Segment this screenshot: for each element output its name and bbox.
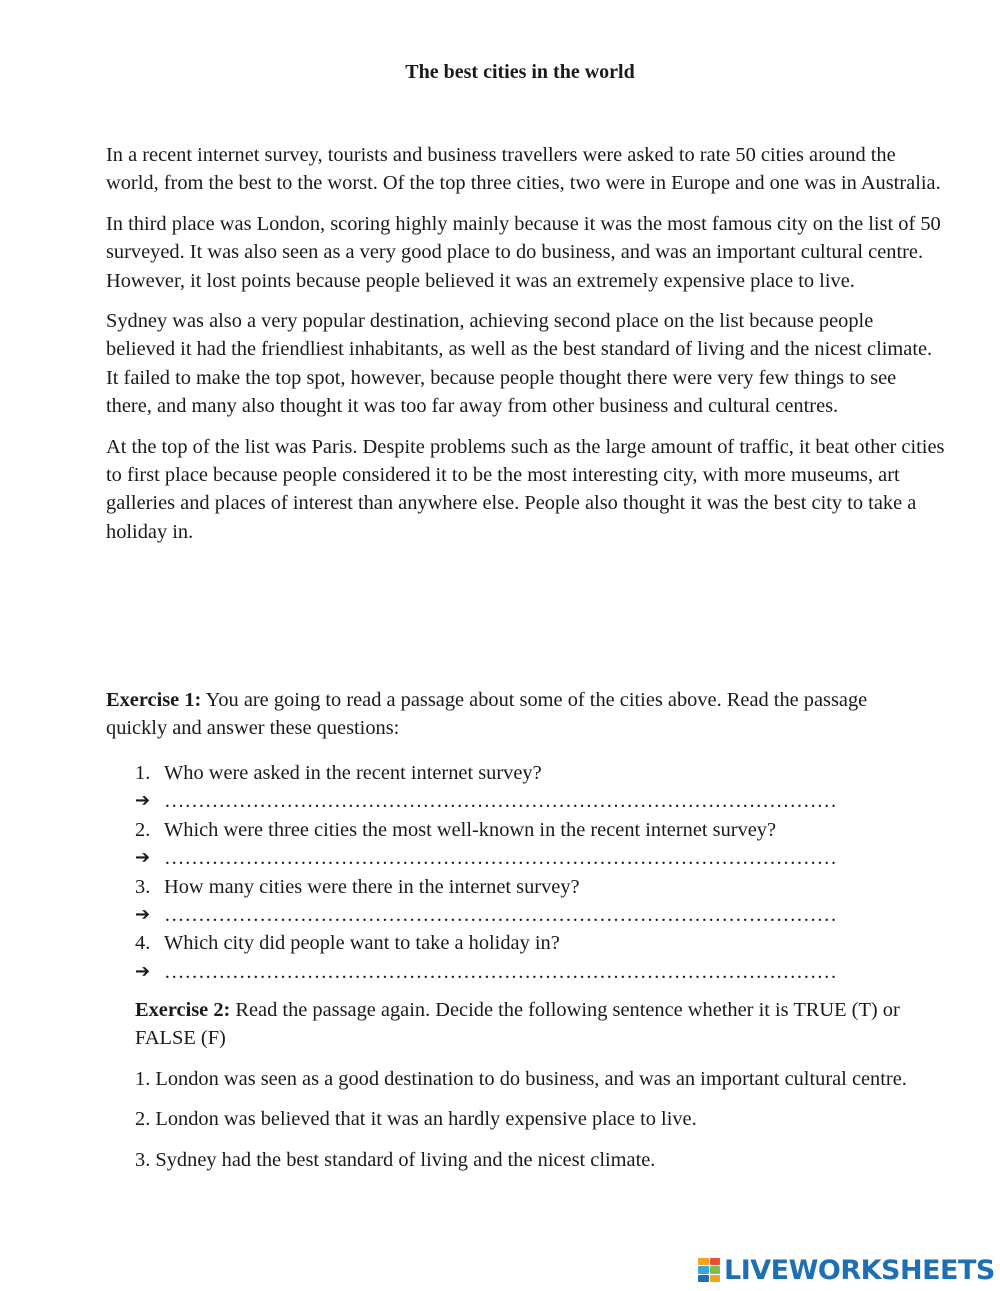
arrow-right-icon: ➔	[135, 790, 151, 812]
logo-mark-tile	[710, 1258, 721, 1265]
logo-mark-tile	[710, 1266, 721, 1273]
question-text: Who were asked in the recent internet survey?	[164, 762, 542, 784]
exercise-2-label: Exercise 2:	[135, 999, 231, 1021]
liveworksheets-logo	[698, 1255, 995, 1285]
question-number: 3.	[135, 875, 151, 898]
question-number: 4.	[135, 932, 151, 955]
logo-mark-tile	[698, 1258, 709, 1265]
statement-2: 2. London was believed that it was an hardly expensive place to live.	[135, 1108, 697, 1131]
logo-mark-tile	[698, 1275, 709, 1282]
arrow-right-icon: ➔	[135, 847, 151, 869]
reading-passage	[106, 141, 946, 558]
exercise-1-instruction	[106, 686, 926, 743]
arrow-right-icon: ➔	[135, 903, 151, 925]
logo-mark-tile	[710, 1275, 721, 1282]
question-2	[106, 816, 926, 844]
answer-line-2[interactable]	[106, 844, 926, 872]
answer-line-3[interactable]	[106, 901, 926, 929]
passage-paragraph-1: In a recent internet survey, tourists and business travellers were asked to rate 50 cities around the world, from the best to the worst. Of the top three cities, two were in Europe and one was in Australia.	[106, 144, 941, 195]
question-text: Which city did people want to take a holiday in?	[164, 932, 560, 955]
answer-blank[interactable]: ………………………………………………………………………………………	[164, 790, 837, 813]
liveworksheets-logo-text: LIVEWORKSHEETS	[724, 1254, 995, 1286]
question-3	[106, 873, 926, 901]
answer-blank[interactable]: ………………………………………………………………………………………	[164, 847, 837, 870]
statement-1: 1. London was seen as a good destination to do business, and was an important cultural centre.	[135, 1067, 907, 1090]
liveworksheets-logo-icon	[698, 1258, 720, 1282]
exercise-2	[135, 996, 935, 1186]
question-number: 2.	[135, 818, 151, 841]
question-1	[106, 759, 926, 787]
statement-3: 3. Sydney had the best standard of living and the nicest climate.	[135, 1148, 656, 1171]
exercise-1-question-list	[106, 759, 926, 986]
answer-line-1[interactable]	[106, 787, 926, 815]
worksheet-title: The best cities in the world	[405, 61, 635, 83]
passage-paragraph-3: Sydney was also a very popular destination, achieving second place on the list because people believed it had the friendliest inhabitants, as well as the best standard of living and the nicest climate. It failed to make the top spot, however, because people thought there were very few things to see there, and many also thought it was too far away from other business and cultural centres.	[106, 310, 933, 418]
question-4	[106, 929, 926, 957]
passage-paragraph-2: In third place was London, scoring highly mainly because it was the most famous city on the list of 50 surveyed. It was also seen as a very good place to do business, and was an important cultural centre. However, it lost points because people believed it was an extremely expensive place to live.	[106, 212, 941, 292]
exercise-1-label: Exercise 1:	[106, 689, 202, 711]
logo-mark-tile	[698, 1266, 709, 1273]
arrow-right-icon: ➔	[135, 960, 151, 982]
question-number: 1.	[135, 762, 151, 784]
question-text: How many cities were there in the internet survey?	[164, 875, 580, 898]
exercise-1	[106, 686, 926, 983]
answer-blank[interactable]: ………………………………………………………………………………………	[164, 903, 837, 926]
exercise-2-instruction-text: Read the passage again. Decide the following sentence whether it is TRUE (T) or FALSE (F)	[135, 999, 900, 1050]
exercise-1-instruction-text: You are going to read a passage about some of the cities above. Read the passage quickly and answer these questions:	[106, 689, 868, 740]
answer-line-4[interactable]	[106, 958, 926, 986]
passage-paragraph-4: At the top of the list was Paris. Despite problems such as the large amount of traffic, it beat other cities to first place because people considered it to be the most interesting city, with more museums, art galleries and places of interest than anywhere else. People also thought it was the best city to take a holiday in.	[106, 435, 945, 543]
answer-blank[interactable]: ………………………………………………………………………………………	[164, 960, 837, 983]
question-text: Which were three cities the most well-known in the recent internet survey?	[164, 818, 777, 841]
exercise-2-instruction	[135, 996, 935, 1053]
